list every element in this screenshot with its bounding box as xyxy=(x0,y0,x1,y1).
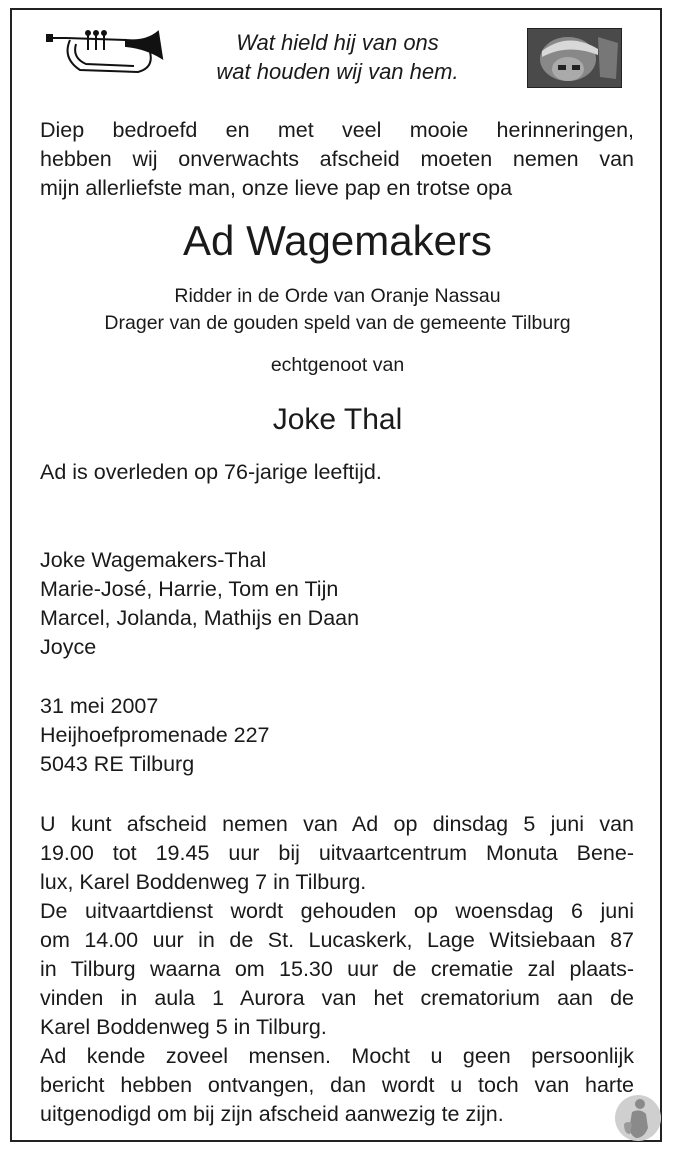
details-line: Ad kende zoveel mensen. Mocht u geen persoonlijk xyxy=(40,1044,634,1068)
age-statement: Ad is overleden op 76-jarige leeftijd. xyxy=(40,460,382,484)
family-line: Joke Wagemakers-Thal xyxy=(40,548,267,572)
family-line: Marcel, Jolanda, Mathijs en Daan xyxy=(40,606,360,630)
spouse-label: echtgenoot van xyxy=(270,354,405,376)
address-date: 31 mei 2007 xyxy=(40,694,159,718)
portrait-photo xyxy=(527,28,622,88)
details-line: in Tilburg waarna om 15.30 uur de crematie zal plaats- xyxy=(40,957,634,981)
details-line: lux, Karel Boddenweg 7 in Tilburg. xyxy=(40,870,367,894)
details-line: 19.00 tot 19.45 uur bij uitvaartcentrum Monuta Bene- xyxy=(40,841,634,865)
intro-line: hebben wij onverwachts afscheid moeten nemen van xyxy=(40,147,634,171)
details-line: om 14.00 uur in de St. Lucaskerk, Lage Witsiebaan 87 xyxy=(40,928,634,952)
address-block xyxy=(40,692,270,779)
motto-line-2: wat houden wij van hem. xyxy=(216,59,459,84)
motto-line-1: Wat hield hij van ons xyxy=(236,30,439,55)
honor-line: Drager van de gouden speld van de gemeente Tilburg xyxy=(104,312,571,334)
family-line: Marie-José, Harrie, Tom en Tijn xyxy=(40,577,339,601)
motto xyxy=(180,28,495,86)
honors xyxy=(0,283,675,337)
details-line: vinden in aula 1 Aurora van het crematorium aan de xyxy=(40,986,634,1010)
ceremony-details xyxy=(40,810,634,1129)
honor-line: Ridder in de Orde van Oranje Nassau xyxy=(174,285,501,307)
details-line: bericht hebben ontvangen, dan wordt u toch van harte xyxy=(40,1073,634,1097)
intro-paragraph xyxy=(40,116,634,203)
details-line: De uitvaartdienst wordt gehouden op woensdag 6 juni xyxy=(40,899,634,923)
intro-line: mijn allerliefste man, onze lieve pap en trotse opa xyxy=(40,176,513,200)
details-line: uitgenodigd om bij zijn afscheid aanwezig te zijn. xyxy=(40,1102,504,1126)
trumpet-icon xyxy=(46,28,164,84)
address-street: Heijhoefpromenade 227 xyxy=(40,723,270,747)
mourning-figure-icon xyxy=(614,1094,662,1142)
spouse-name: Joke Thal xyxy=(272,403,403,436)
address-city: 5043 RE Tilburg xyxy=(40,752,195,776)
details-line: U kunt afscheid nemen van Ad op dinsdag 5 juni van xyxy=(40,812,634,836)
family-list xyxy=(40,546,359,662)
deceased-name: Ad Wagemakers xyxy=(183,217,492,264)
details-line: Karel Boddenweg 5 in Tilburg. xyxy=(40,1015,327,1039)
intro-line: Diep bedroefd en met veel mooie herinneringen, xyxy=(40,118,634,142)
family-line: Joyce xyxy=(40,635,97,659)
